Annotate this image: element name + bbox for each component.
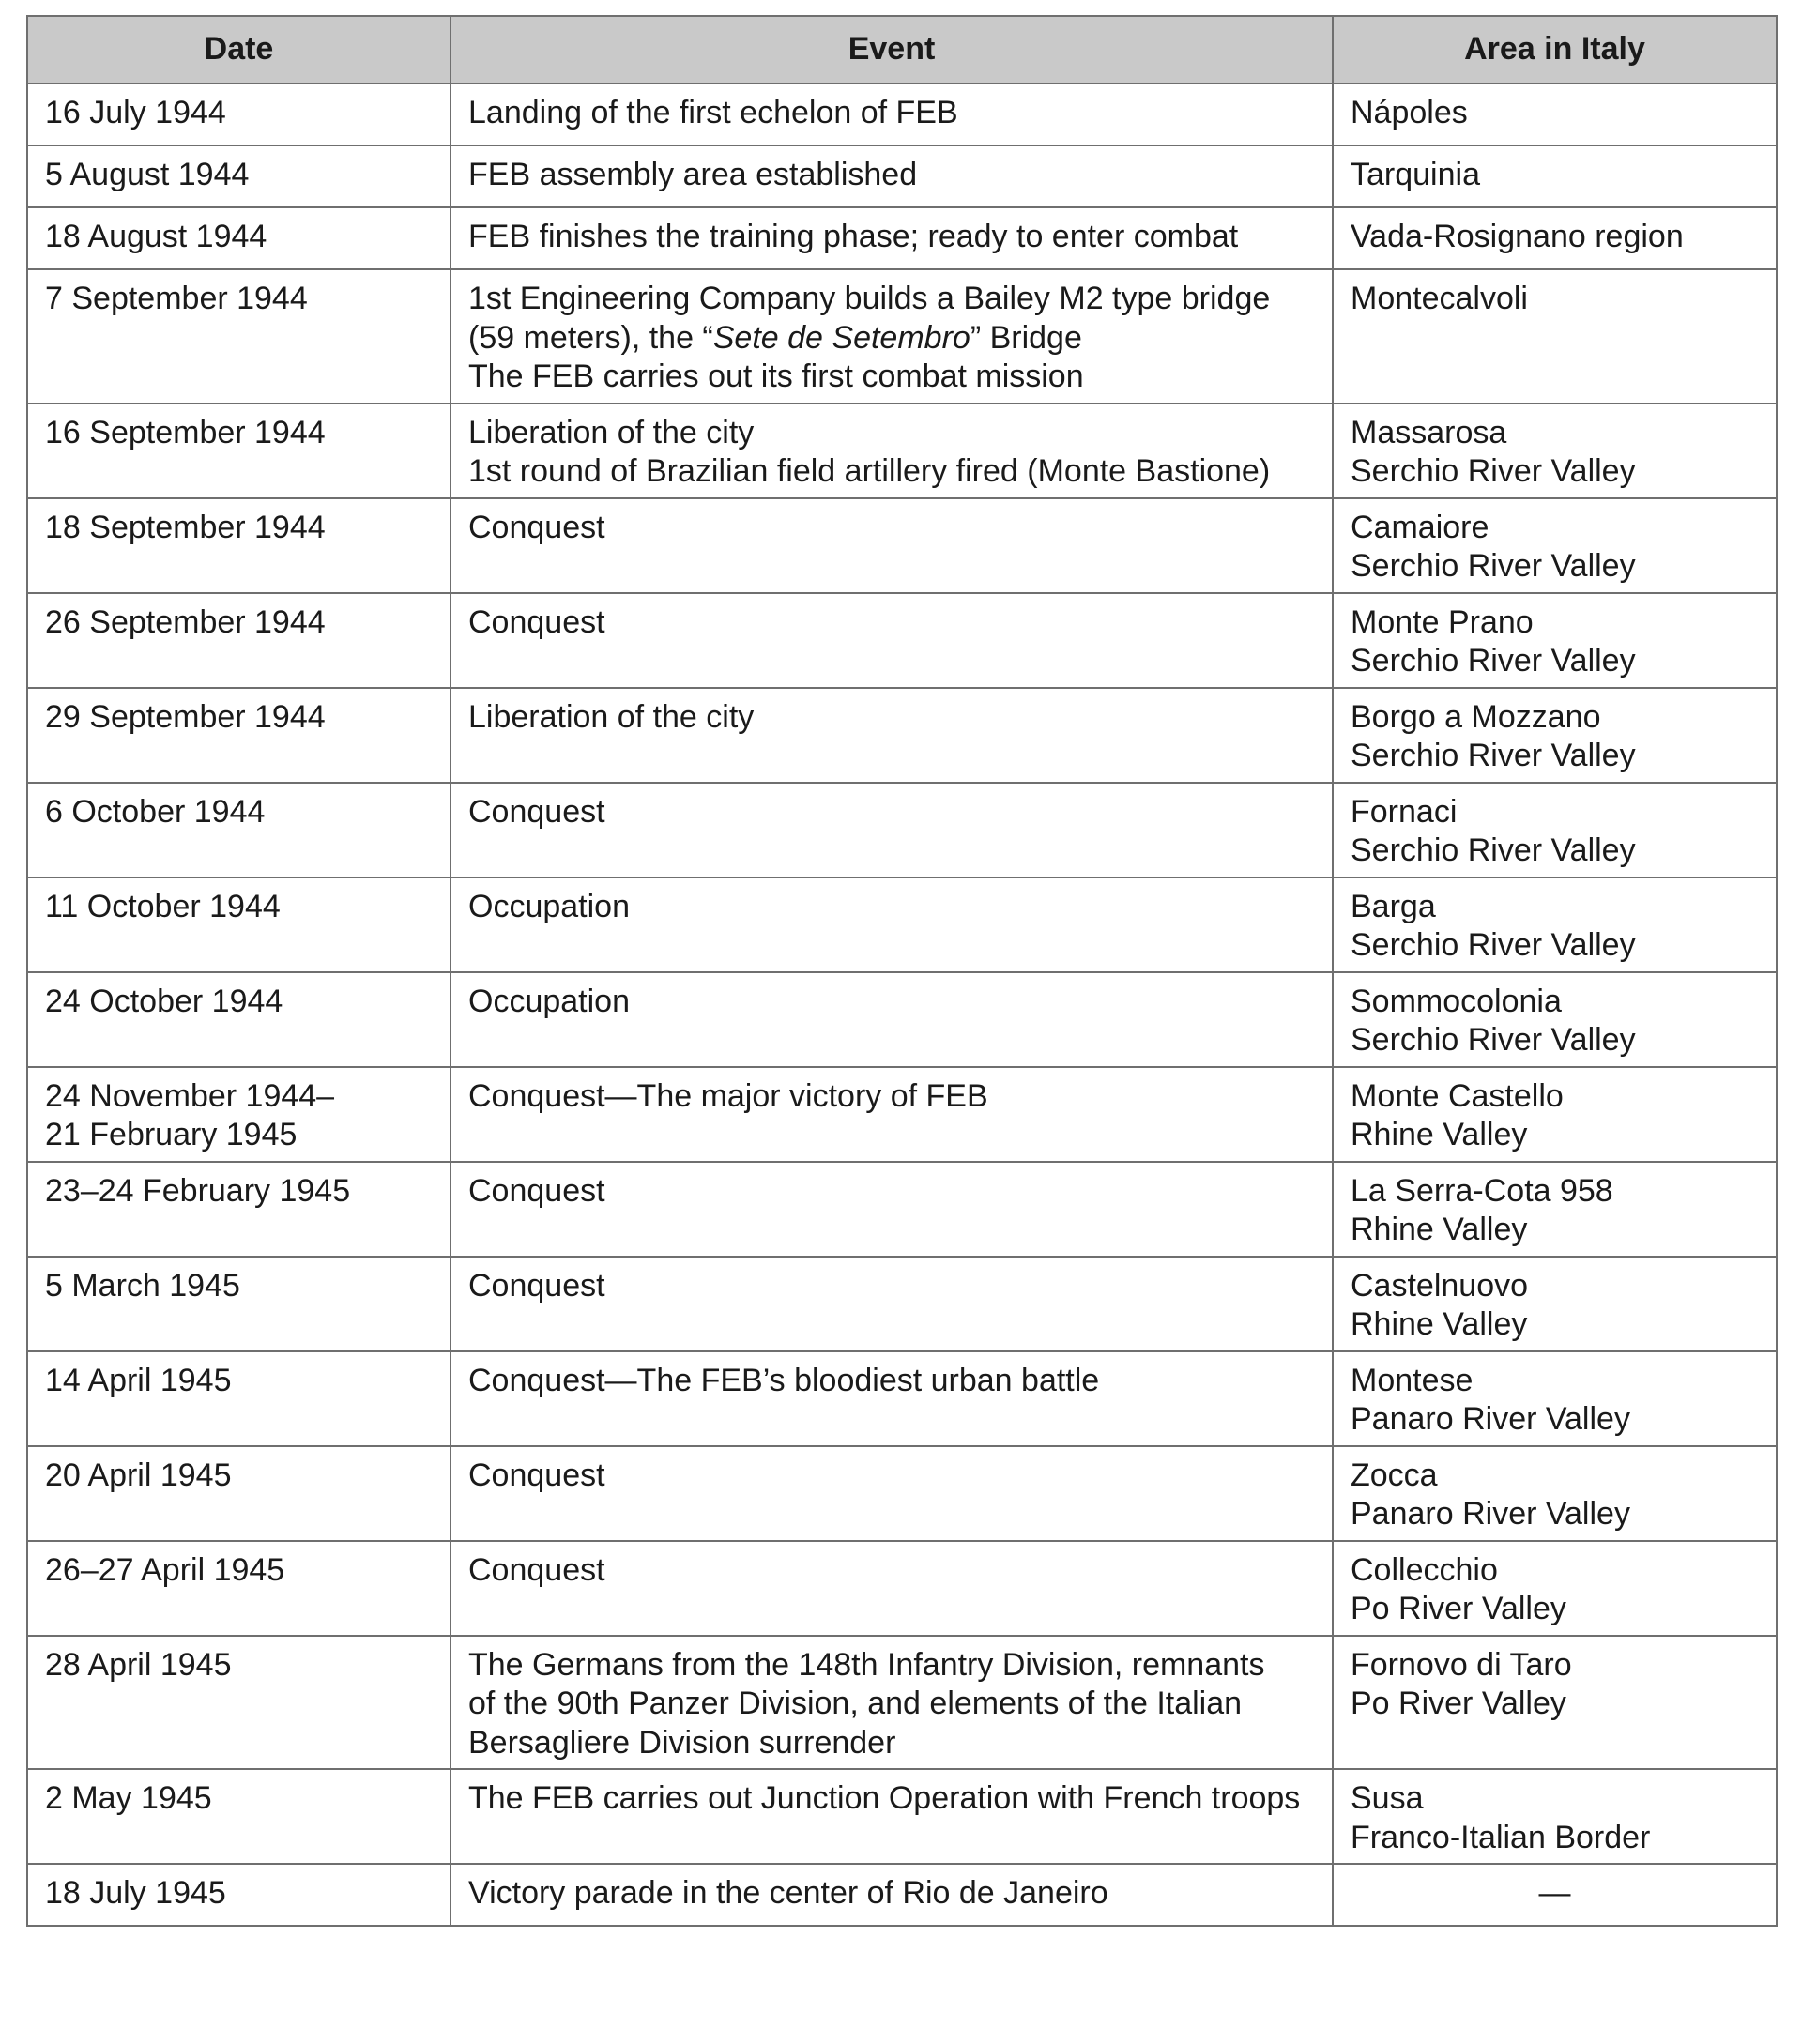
area-text: Serchio River Valley	[1351, 832, 1636, 868]
date-cell	[27, 84, 450, 145]
date-cell	[27, 1162, 450, 1257]
date-cell	[27, 1067, 450, 1162]
event-text: Occupation	[468, 983, 630, 1019]
event-cell	[450, 207, 1333, 269]
date-text: 14 April 1945	[45, 1362, 232, 1398]
date-text: 26 September 1944	[45, 603, 326, 640]
event-text: Conquest	[468, 603, 605, 640]
area-cell	[1333, 269, 1777, 404]
date-text: 29 September 1944	[45, 698, 326, 735]
date-text: 18 July 1945	[45, 1875, 226, 1911]
date-cell	[27, 145, 450, 207]
area-text: Panaro River Valley	[1351, 1496, 1630, 1532]
date-cell	[27, 1446, 450, 1541]
event-text: FEB finishes the training phase; ready to enter combat	[468, 219, 1239, 254]
area-text: Borgo a Mozzano	[1351, 698, 1601, 735]
area-text: Franco-Italian Border	[1351, 1819, 1651, 1855]
table-row	[27, 1541, 1777, 1636]
area-text: Serchio River Valley	[1351, 453, 1636, 489]
table-row	[27, 972, 1777, 1067]
table-body	[27, 84, 1777, 1926]
area-text: Montecalvoli	[1351, 281, 1528, 316]
table-row	[27, 877, 1777, 972]
area-text: Fornovo di Taro	[1351, 1646, 1572, 1683]
area-text: Po River Valley	[1351, 1591, 1566, 1626]
event-text: The FEB carries out Junction Operation with French troops	[468, 1780, 1301, 1816]
event-cell	[450, 404, 1333, 498]
date-text: 2 May 1945	[45, 1780, 212, 1816]
area-cell	[1333, 877, 1777, 972]
date-column-header: Date	[27, 16, 450, 84]
date-text: 11 October 1944	[45, 888, 281, 924]
date-text: 24 November 1944–	[45, 1077, 335, 1114]
area-text: La Serra-Cota 958	[1351, 1172, 1613, 1209]
area-text: Rhine Valley	[1351, 1212, 1528, 1247]
date-cell	[27, 877, 450, 972]
event-cell	[450, 1636, 1333, 1770]
header-row	[27, 16, 1777, 84]
event-text: Conquest	[468, 1551, 605, 1588]
table-row	[27, 1864, 1777, 1926]
event-cell	[450, 1067, 1333, 1162]
event-text: Landing of the first echelon of FEB	[468, 95, 958, 130]
event-text: 1st round of Brazilian field artillery fired (Monte Bastione)	[468, 453, 1271, 489]
area-text: Rhine Valley	[1351, 1306, 1528, 1342]
event-cell	[450, 688, 1333, 783]
area-cell	[1333, 1636, 1777, 1770]
event-text: of the 90th Panzer Division, and elements of the Italian	[468, 1686, 1243, 1721]
date-cell	[27, 1541, 450, 1636]
table-row	[27, 1636, 1777, 1770]
table-row	[27, 404, 1777, 498]
event-text-part: ” Bridge	[970, 319, 1082, 356]
date-text: 6 October 1944	[45, 793, 266, 830]
date-text: 16 September 1944	[45, 414, 326, 450]
event-text: Conquest	[468, 509, 605, 545]
event-cell	[450, 1351, 1333, 1446]
area-cell	[1333, 1446, 1777, 1541]
bridge-name: Sete de Setembro	[712, 319, 970, 356]
area-cell	[1333, 783, 1777, 877]
date-text: 5 March 1945	[45, 1267, 240, 1304]
table-row	[27, 145, 1777, 207]
area-text: Montese	[1351, 1362, 1474, 1398]
date-text: 21 February 1945	[45, 1117, 298, 1152]
area-cell	[1333, 1067, 1777, 1162]
area-cell	[1333, 84, 1777, 145]
event-text: The Germans from the 148th Infantry Division, remnants	[468, 1646, 1265, 1683]
event-text: Liberation of the city	[468, 698, 755, 735]
area-text: Tarquinia	[1351, 157, 1480, 192]
area-cell	[1333, 1541, 1777, 1636]
event-cell	[450, 1864, 1333, 1926]
event-text: Bersagliere Division surrender	[468, 1724, 896, 1761]
event-cell	[450, 972, 1333, 1067]
event-text	[468, 319, 1315, 358]
date-text: 23–24 February 1945	[45, 1172, 351, 1209]
date-text: 26–27 April 1945	[45, 1551, 285, 1588]
event-text: 1st Engineering Company builds a Bailey M2 type bridge	[468, 281, 1271, 316]
area-text: Monte Prano	[1351, 603, 1534, 640]
date-text: 20 April 1945	[45, 1457, 232, 1493]
area-text: Collecchio	[1351, 1551, 1498, 1588]
event-cell	[450, 269, 1333, 404]
area-cell	[1333, 1769, 1777, 1864]
event-text: FEB assembly area established	[468, 157, 918, 192]
event-cell	[450, 1541, 1333, 1636]
date-cell	[27, 1351, 450, 1446]
event-text: Conquest	[468, 1457, 605, 1493]
event-text: Victory parade in the center of Rio de Janeiro	[468, 1875, 1108, 1911]
event-cell	[450, 783, 1333, 877]
table-row	[27, 1257, 1777, 1351]
date-cell	[27, 269, 450, 404]
date-cell	[27, 1257, 450, 1351]
table-row	[27, 1351, 1777, 1446]
area-cell	[1333, 207, 1777, 269]
area-text: Fornaci	[1351, 793, 1458, 830]
table-row	[27, 1446, 1777, 1541]
area-text: Rhine Valley	[1351, 1117, 1528, 1152]
table-row	[27, 1769, 1777, 1864]
date-cell	[27, 404, 450, 498]
area-text: Camaiore	[1351, 509, 1489, 545]
area-text: Massarosa	[1351, 414, 1507, 450]
table-row	[27, 688, 1777, 783]
event-cell	[450, 1162, 1333, 1257]
date-text: 18 September 1944	[45, 509, 326, 545]
area-cell	[1333, 688, 1777, 783]
area-cell	[1333, 1162, 1777, 1257]
area-cell	[1333, 1864, 1777, 1926]
event-column-header: Event	[450, 16, 1333, 84]
date-cell	[27, 1636, 450, 1770]
area-text: —	[1538, 1875, 1571, 1911]
area-text: Serchio River Valley	[1351, 927, 1636, 963]
table-header	[27, 16, 1777, 84]
area-cell	[1333, 404, 1777, 498]
area-text: Nápoles	[1351, 95, 1468, 130]
area-text: Serchio River Valley	[1351, 1022, 1636, 1058]
event-text: Occupation	[468, 888, 630, 924]
table-row	[27, 593, 1777, 688]
area-column-header: Area in Italy	[1333, 16, 1777, 84]
date-cell	[27, 498, 450, 593]
event-cell	[450, 145, 1333, 207]
area-text: Monte Castello	[1351, 1077, 1564, 1114]
area-cell	[1333, 498, 1777, 593]
date-text: 18 August 1944	[45, 219, 267, 254]
area-text: Panaro River Valley	[1351, 1401, 1630, 1437]
area-text: Barga	[1351, 888, 1436, 924]
area-text: Sommocolonia	[1351, 983, 1562, 1019]
event-cell	[450, 1446, 1333, 1541]
event-text: Conquest—The FEB’s bloodiest urban battle	[468, 1362, 1100, 1398]
event-cell	[450, 877, 1333, 972]
event-cell	[450, 1769, 1333, 1864]
area-text: Po River Valley	[1351, 1686, 1566, 1721]
event-cell	[450, 593, 1333, 688]
date-text: 7 September 1944	[45, 281, 308, 316]
event-cell	[450, 1257, 1333, 1351]
area-text: Zocca	[1351, 1457, 1438, 1493]
date-cell	[27, 783, 450, 877]
date-text: 5 August 1944	[45, 157, 250, 192]
date-text: 28 April 1945	[45, 1646, 232, 1683]
table-row	[27, 1162, 1777, 1257]
area-text: Serchio River Valley	[1351, 548, 1636, 584]
date-cell	[27, 972, 450, 1067]
event-cell	[450, 84, 1333, 145]
feb-timeline-table	[26, 15, 1778, 1927]
area-cell	[1333, 145, 1777, 207]
date-cell	[27, 1864, 450, 1926]
area-text: Castelnuovo	[1351, 1267, 1529, 1304]
table-row	[27, 84, 1777, 145]
date-text: 16 July 1944	[45, 95, 226, 130]
area-cell	[1333, 972, 1777, 1067]
area-cell	[1333, 1351, 1777, 1446]
event-cell	[450, 498, 1333, 593]
date-cell	[27, 688, 450, 783]
event-text: Liberation of the city	[468, 414, 755, 450]
timeline-table-container	[26, 15, 1776, 1927]
date-cell	[27, 1769, 450, 1864]
area-cell	[1333, 1257, 1777, 1351]
date-cell	[27, 593, 450, 688]
table-row	[27, 498, 1777, 593]
event-text: Conquest	[468, 1267, 605, 1304]
area-text: Susa	[1351, 1780, 1424, 1816]
event-text: Conquest	[468, 1172, 605, 1209]
event-text: Conquest	[468, 793, 605, 830]
date-cell	[27, 207, 450, 269]
table-row	[27, 207, 1777, 269]
area-text: Serchio River Valley	[1351, 738, 1636, 773]
area-text: Serchio River Valley	[1351, 643, 1636, 679]
table-row	[27, 1067, 1777, 1162]
event-text: Conquest—The major victory of FEB	[468, 1077, 988, 1114]
table-row	[27, 783, 1777, 877]
event-text: The FEB carries out its first combat mission	[468, 358, 1084, 394]
event-text-part: (59 meters), the “	[468, 319, 713, 356]
area-cell	[1333, 593, 1777, 688]
date-text: 24 October 1944	[45, 983, 283, 1019]
table-row	[27, 269, 1777, 404]
area-text: Vada-Rosignano region	[1351, 219, 1684, 254]
